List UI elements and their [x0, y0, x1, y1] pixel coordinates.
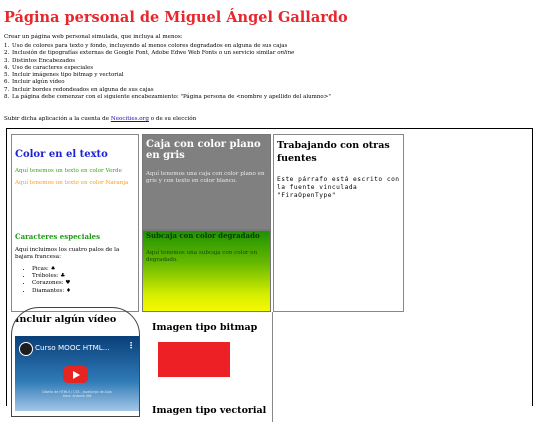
color-text-heading: Color en el texto: [15, 149, 108, 160]
video-box: [11, 307, 140, 417]
list-item: 8. La página debe comenzar con el siguiente encabezamiento: "Página persona de <nombre y apellido del alumno>": [4, 94, 331, 101]
list-item: • Corazones: ♥: [32, 280, 138, 287]
list-item: 2. Inclusión de tipografías externas de Google Font, Adobe Edwe Web Fonts o un servicio similar online: [4, 50, 295, 57]
suits-list: [12, 266, 138, 295]
youtube-play-icon[interactable]: [63, 366, 88, 383]
requirements-list: [4, 43, 331, 101]
channel-logo-icon: [19, 342, 33, 356]
more-options-icon[interactable]: ⋮: [127, 341, 135, 350]
gradient-text: Aquí tenemos una subcaja con color en degradado.: [146, 250, 258, 263]
color-text-box: [11, 134, 139, 312]
list-item: 7. Incluir bordes redondeados en alguna de sus cajas: [4, 86, 154, 93]
gradient-subbox: [142, 230, 271, 312]
video-title[interactable]: Curso MOOC HTML...: [35, 343, 110, 352]
green-text: Aquí tenemos un texto en color Verde: [15, 168, 122, 174]
content-grid: [6, 128, 533, 416]
list-item: • Picas: ♠: [32, 266, 138, 273]
list-item: 5. Incluir imágenes tipo bitmap y vectorial: [4, 72, 124, 79]
orange-text: Aquí tenemos un texto en color Naranja: [15, 180, 129, 186]
neocities-link[interactable]: Neocities.org: [110, 116, 149, 122]
upload-instructions: Subir dicha aplicación a la cuenta de Neocities.org o de su elección: [4, 116, 197, 122]
images-box: [142, 312, 273, 422]
page-title: Página personal de Miguel Ángel Gallardo: [4, 9, 348, 26]
video-heading: Incluir algún vídeo: [15, 314, 117, 325]
bitmap-image: [158, 342, 230, 377]
mono-paragraph: Este párrafo está escrito con la fuente vinculada "FiraOpenType": [277, 176, 400, 199]
list-item: 6. Incluir algún vídeo: [4, 79, 65, 86]
gray-box-heading: Caja con color plano en gris: [146, 139, 261, 161]
list-item: 3. Distintos Encabezados: [4, 57, 76, 64]
video-caption: Diseño de HTML5 / CSS - JavaScript de Aula Libre. Antonio UNI: [42, 390, 112, 399]
gradient-heading: Subcaja con color degradado: [146, 231, 260, 240]
fonts-box: [273, 134, 404, 312]
bitmap-heading: Imagen tipo bitmap: [152, 322, 258, 333]
gray-box-text: Aquí tenemos una caja con color plano en gris y con texto en color blanco.: [146, 171, 265, 184]
list-item: 1. Uso de colores para texto y fondo, incluyendo al menos colores degradados en alguna de sus cajas: [4, 43, 288, 49]
special-chars-heading: Caracteres especiales: [15, 232, 101, 241]
fonts-heading: Trabajando con otras fuentes: [277, 140, 390, 164]
list-item: • Diamantes: ♦: [32, 288, 138, 295]
list-item: 4. Uso de caracteres especiales: [4, 64, 94, 71]
special-chars-text: Aquí incluimos los cuatro palos de la bajara francesa:: [15, 247, 120, 260]
intro-text: Crear un página web personal simulada, que incluya al menos:: [4, 34, 183, 40]
vector-heading: Imagen tipo vectorial: [152, 405, 267, 416]
gray-flat-box: [142, 134, 271, 230]
list-item: • Tréboles: ♣: [32, 273, 138, 280]
video-player[interactable]: [15, 336, 140, 411]
online-emphasis: online: [277, 50, 295, 57]
